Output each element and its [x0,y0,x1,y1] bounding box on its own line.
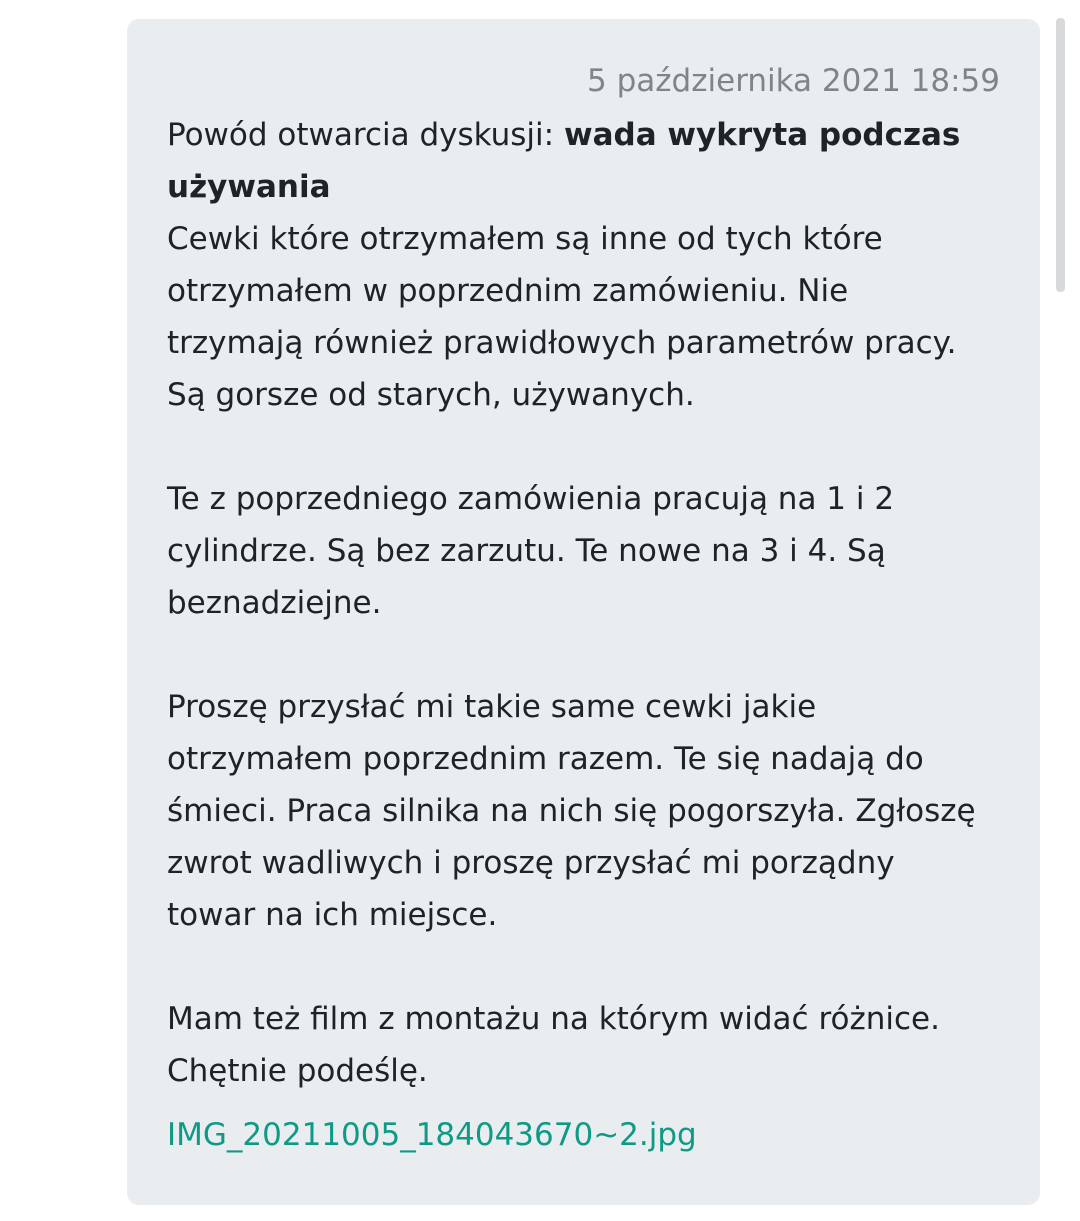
paragraph-1-line: otrzymałem w poprzednim zamówieniu. Nie [167,273,849,309]
paragraph-3-line: towar na ich miejsce. [167,897,498,933]
attachment-link[interactable]: IMG_20211005_184043670~2.jpg [167,1117,697,1153]
paragraph-1-line: Są gorsze od starych, używanych. [167,377,695,413]
paragraph-3-line: zwrot wadliwych i proszę przysłać mi porządny [167,845,895,881]
paragraph-gap [167,629,1017,681]
paragraph-1-line: Cewki które otrzymałem są inne od tych które [167,221,883,257]
paragraph-1-line: trzymają również prawidłowych parametrów pracy. [167,325,957,361]
paragraph-4-line: Mam też film z montażu na którym widać różnice. [167,1001,940,1037]
paragraph-gap [167,421,1017,473]
reason-value-continued: używania [167,169,331,205]
paragraph-gap [167,941,1017,993]
paragraph-3-line: śmieci. Praca silnika na nich się pogorszyła. Zgłoszę [167,793,976,829]
paragraph-4-line: Chętnie podeślę. [167,1053,428,1089]
scrollbar-thumb[interactable] [1056,18,1065,292]
paragraph-2-line: Te z poprzedniego zamówienia pracują na 1 i 2 [167,481,895,517]
message-bubble [127,19,1040,1205]
reason-line [167,109,1017,161]
paragraph-3-line: otrzymałem poprzednim razem. Te się nadają do [167,741,924,777]
message-timestamp: 5 października 2021 18:59 [587,63,1000,99]
reason-value: wada wykryta podczas [563,117,961,153]
paragraph-2-line: beznadziejne. [167,585,382,621]
reason-label: Powód otwarcia dyskusji: [167,117,564,153]
paragraph-3-line: Proszę przysłać mi takie same cewki jakie [167,689,817,725]
message-body [167,109,1017,1097]
paragraph-2-line: cylindrze. Są bez zarzutu. Te nowe na 3 i 4. Są [167,533,886,569]
